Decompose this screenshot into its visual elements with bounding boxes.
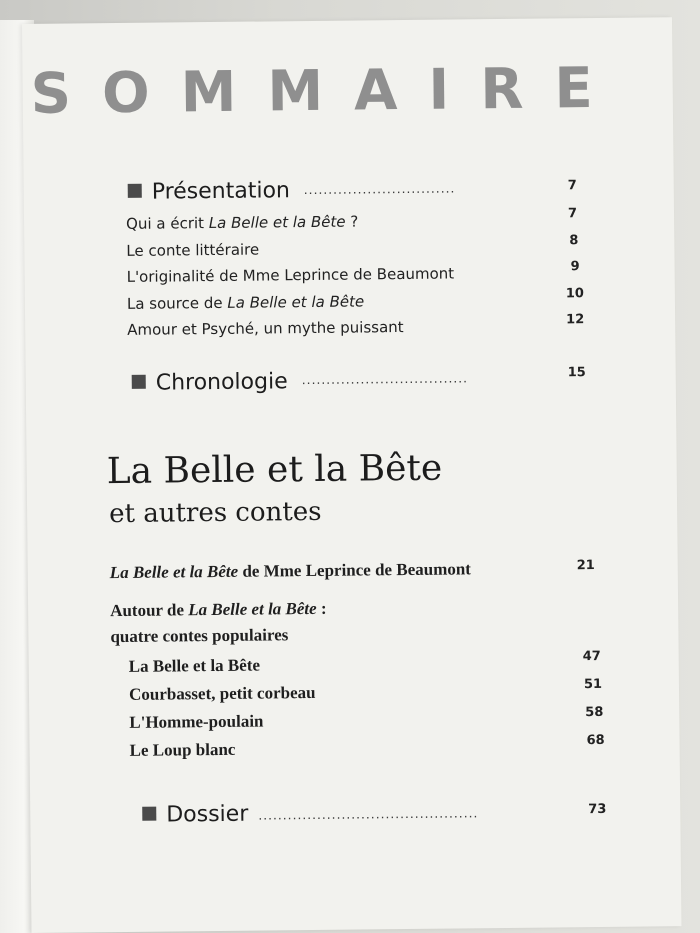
toc-item: Le conte littéraire (126, 240, 260, 260)
page-number: 73 (588, 801, 607, 818)
group-heading: Autour de La Belle et la Bête : (110, 598, 327, 621)
page-number: 7 (567, 206, 578, 222)
toc-item: Qui a écrit La Belle et la Bête ? (126, 212, 359, 233)
tale-item: L'Homme-poulain (129, 711, 264, 732)
page-number: 58 (585, 704, 604, 721)
page-number: 9 (570, 259, 580, 275)
page-number: 51 (583, 676, 603, 693)
tale-item: Courbasset, petit corbeau (128, 682, 316, 704)
page-number: 10 (565, 286, 585, 302)
tale-item: La Belle et la Bête (128, 655, 261, 676)
page-title: SOMMAIRE (30, 55, 624, 127)
page-number: 8 (569, 233, 579, 249)
toc-item: L'originalité de Mme Leprince de Beaumont (126, 264, 455, 286)
page-number: 47 (582, 648, 601, 665)
page-number: 68 (586, 732, 605, 749)
toc-item: Amour et Psyché, un mythe puissant (127, 318, 404, 339)
tale-item: Le Loup blanc (129, 739, 236, 760)
section-chronologie-heading: Chronologie (132, 369, 288, 396)
page-number: 7 (567, 178, 577, 194)
group-subheading: quatre contes populaires (110, 625, 289, 647)
leader-dots: ............................... (303, 179, 456, 198)
page-number: 21 (576, 558, 595, 574)
page-number: 12 (566, 312, 585, 328)
page-number: 15 (567, 365, 586, 381)
toc-item-main-work: La Belle et la Bête de Mme Leprince de Beaumont (109, 559, 472, 583)
section-presentation-heading: Présentation (128, 178, 290, 205)
leader-dots: ............................................. (258, 804, 479, 823)
square-bullet-icon (132, 375, 146, 389)
square-bullet-icon (142, 807, 156, 821)
work-title: La Belle et la Bête (106, 447, 443, 493)
square-bullet-icon (128, 184, 142, 198)
toc-item: La source de La Belle et la Bête (126, 292, 365, 313)
contents-page (22, 17, 681, 933)
work-subtitle: et autres contes (108, 496, 322, 530)
leader-dots: .................................. (301, 369, 469, 388)
section-dossier-heading: Dossier (142, 802, 248, 828)
